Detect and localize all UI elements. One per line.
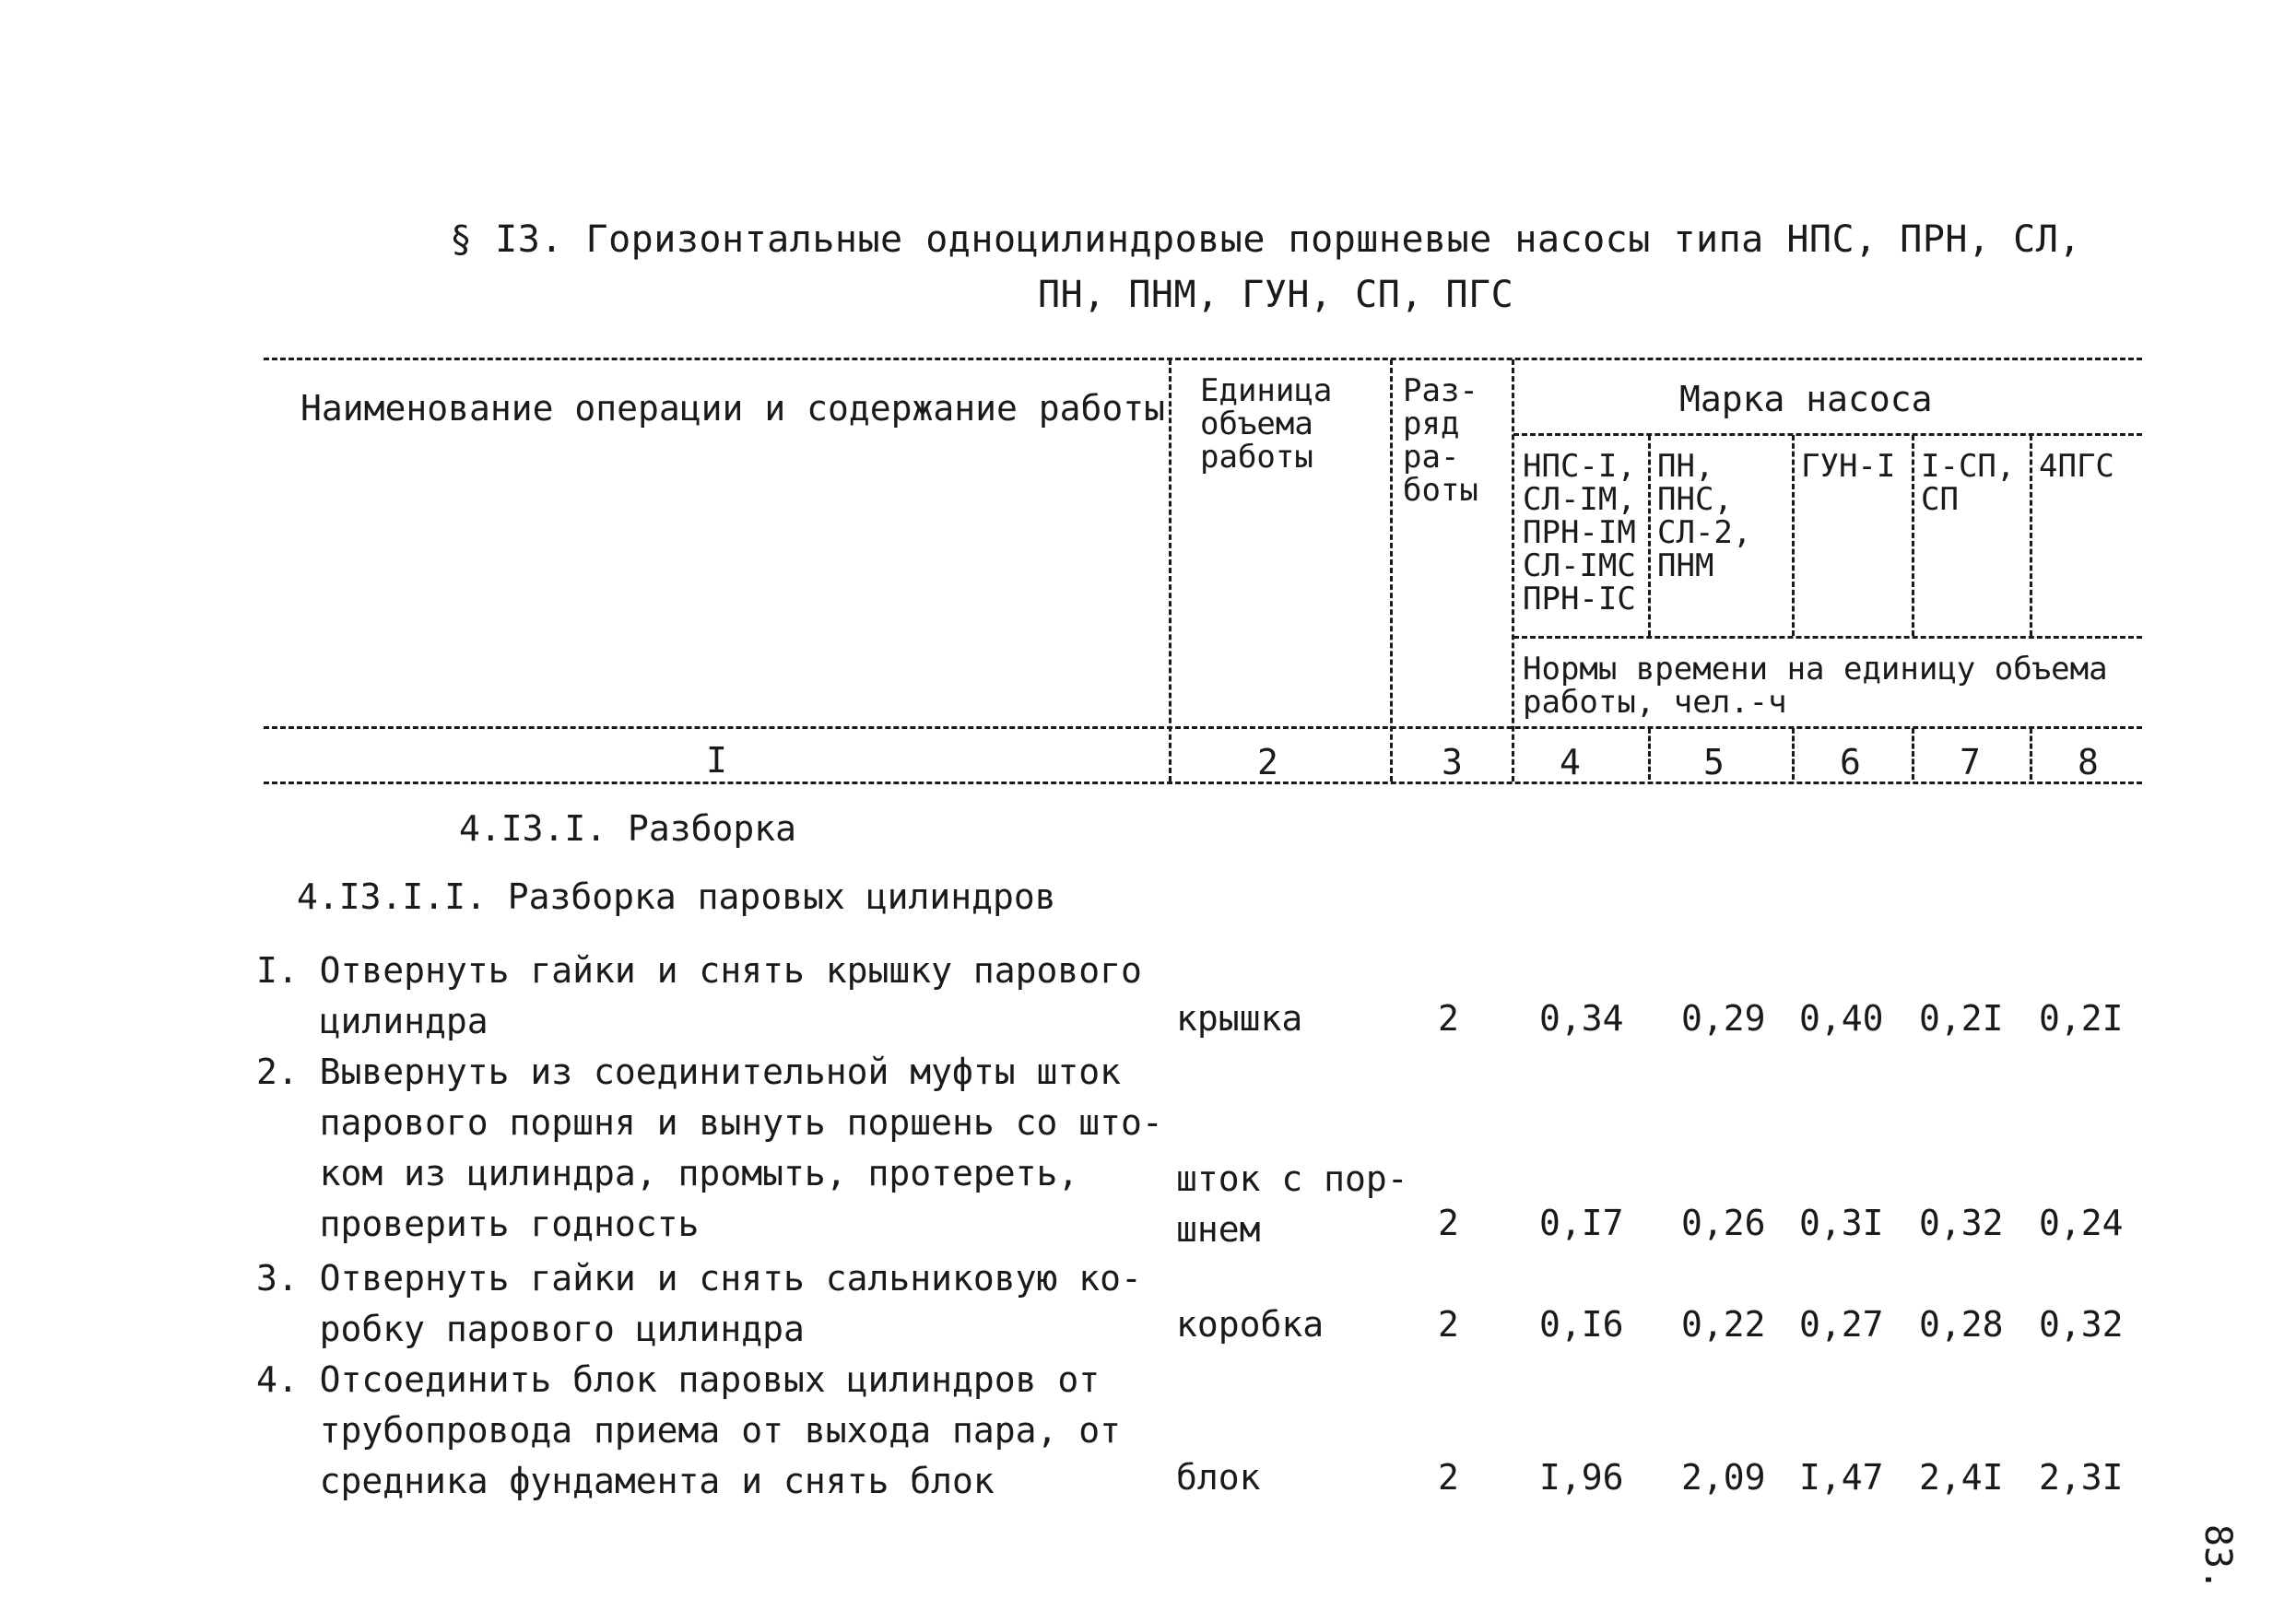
row-2-val-6: 0,3I — [1799, 1203, 1884, 1243]
col-number-5: 5 — [1703, 742, 1725, 782]
col-divider-6 — [1912, 435, 1914, 636]
col-divider-2 — [1390, 359, 1393, 782]
row-4-val-7: 2,4I — [1919, 1457, 2004, 1498]
col-number-7: 7 — [1960, 742, 1981, 782]
row-4-val-4: I,96 — [1539, 1457, 1624, 1498]
col-number-4: 4 — [1560, 742, 1581, 782]
row-4-val-8: 2,3I — [2039, 1457, 2124, 1498]
col-divider-5 — [1792, 435, 1795, 636]
norms-rule — [1513, 636, 2142, 639]
row-4-val-6: I,47 — [1799, 1457, 1884, 1498]
col-divider-1 — [1169, 359, 1172, 782]
row-4-text: 4. Отсоединить блок паровых цилиндров от трубопровода приема от выхода пара, от средника фундамента и снять блок — [256, 1359, 1121, 1501]
num-divider-6 — [1912, 728, 1914, 780]
row-3-unit: коробка — [1176, 1304, 1325, 1345]
header-norms: Нормы времени на единицу объема работы, чел.-ч — [1523, 651, 2108, 721]
row-2-val-5: 0,26 — [1681, 1203, 1766, 1243]
row-3-val-6: 0,27 — [1799, 1304, 1884, 1345]
row-3-val-8: 0,32 — [2039, 1304, 2124, 1345]
row-2-text: 2. Вывернуть из соединительной муфты шток парового поршня и вынуть поршень со што- ком из цилиндра, промыть, протереть, проверить годность — [256, 1052, 1163, 1244]
num-divider-5 — [1792, 728, 1795, 780]
row-2-val-8: 0,24 — [2039, 1203, 2124, 1243]
title-line-1: § I3. Горизонтальные одноцилиндровые поршневые насосы типа НПС, ПРН, СЛ, — [450, 218, 2081, 261]
row-1-val-4: 0,34 — [1539, 998, 1624, 1039]
col-number-6: 6 — [1840, 742, 1861, 782]
col-divider-7 — [2030, 435, 2032, 636]
brand-col-6: ГУН-I — [1801, 448, 1896, 485]
header-unit: Единица объема работы — [1200, 372, 1333, 476]
num-divider-7 — [2030, 728, 2032, 780]
row-1-val-8: 0,2I — [2039, 998, 2124, 1039]
header-operation: Наименование операции и содержание работы — [300, 388, 1165, 429]
col-divider-3 — [1512, 359, 1514, 782]
col-number-8: 8 — [2078, 742, 2099, 782]
brand-col-7: I-СП, СП — [1921, 448, 2016, 518]
row-1-text: I. Отвернуть гайки и снять крышку парового цилиндра — [256, 950, 1142, 1041]
title-line-2: ПН, ПНМ, ГУН, СП, ПГС — [1038, 274, 1514, 316]
row-2-grade: 2 — [1438, 1203, 1459, 1243]
num-divider-4 — [1648, 728, 1651, 780]
row-3-val-5: 0,22 — [1681, 1304, 1766, 1345]
col-number-1: I — [706, 740, 727, 781]
row-1-val-5: 0,29 — [1681, 998, 1766, 1039]
subsection-heading: 4.I3.I.I. Разборка паровых цилиндров — [297, 876, 1056, 917]
col-divider-4 — [1648, 435, 1651, 636]
row-3-val-7: 0,28 — [1919, 1304, 2004, 1345]
row-2-unit: шток с пор- шнем — [1176, 1158, 1408, 1250]
header-bottom-rule — [264, 726, 2142, 729]
row-4-val-5: 2,09 — [1681, 1457, 1766, 1498]
section-heading: 4.I3.I. Разборка — [459, 808, 797, 849]
row-3-grade: 2 — [1438, 1304, 1459, 1345]
brand-col-8: 4ПГС — [2039, 448, 2114, 485]
row-4-grade: 2 — [1438, 1457, 1459, 1498]
row-2-val-7: 0,32 — [1919, 1203, 2004, 1243]
row-4-unit: блок — [1176, 1457, 1261, 1498]
row-3-text: 3. Отвернуть гайки и снять сальниковую ко- робку парового цилиндра — [256, 1258, 1142, 1349]
row-1-grade: 2 — [1438, 998, 1459, 1039]
page-number: 83. — [2196, 1523, 2240, 1592]
col-number-3: 3 — [1442, 742, 1463, 782]
header-brand: Марка насоса — [1679, 379, 1933, 419]
header-top-rule — [264, 358, 2142, 360]
brand-col-5: ПН, ПНС, СЛ-2, ПНМ — [1657, 448, 1752, 584]
brand-col-4: НПС-I, СЛ-IМ, ПРН-IМ СЛ-IМС ПРН-IС — [1523, 448, 1636, 617]
row-1-val-7: 0,2I — [1919, 998, 2004, 1039]
row-2-val-4: 0,I7 — [1539, 1203, 1624, 1243]
brand-rule — [1513, 433, 2142, 436]
row-1-val-6: 0,40 — [1799, 998, 1884, 1039]
col-number-2: 2 — [1257, 742, 1278, 782]
row-1-unit: крышка — [1176, 998, 1303, 1039]
row-3-val-4: 0,I6 — [1539, 1304, 1624, 1345]
header-grade: Раз- ряд ра- боты — [1403, 372, 1478, 509]
